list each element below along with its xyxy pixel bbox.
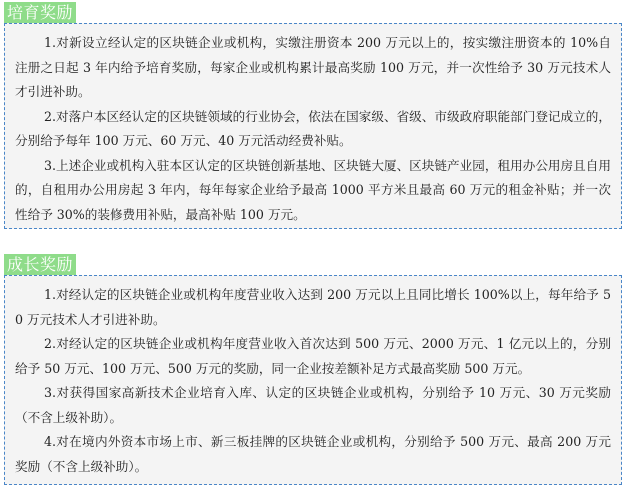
paragraph-2: 2.对经认定的区块链企业或机构年度营业收入首次达到 500 万元、2000 万元、1 亿元以上的，分别给予 50 万元、100 万元、500 万元的奖励，同一企业按差额补足方式最高奖励 500 万元。	[15, 336, 611, 376]
paragraph-1: 1.对新设立经认定的区块链企业或机构，实缴注册资本 200 万元以上的，按实缴注册资本的 10%自注册之日起 3 年内给予培育奖励，每家企业或机构累计最高奖励 100 万元，并一次性给予 30 万元技术人才引进补助。	[15, 35, 611, 99]
section-content-box	[4, 23, 622, 229]
section-growth-award	[4, 254, 622, 485]
paragraph-4: 4.对在境内外资本市场上市、新三板挂牌的区块链企业或机构，分别给予 500 万元、最高 200 万元奖励（不含上级补助）。	[15, 434, 611, 474]
paragraph-3: 3.上述企业或机构入驻本区认定的区块链创新基地、区块链大厦、区块链产业园，租用办公用房且自用的，自租用办公用房起 3 年内，每年每家企业给予最高 1000 平方米且最高 60 万元的租金补贴；并一次性给予 30%的装修费用补贴，最高补贴 100 万元。	[15, 157, 611, 222]
paragraph-1: 1.对经认定的区块链企业或机构年度营业收入达到 200 万元以上且同比增长 100%以上，每年给予 50 万元技术人才引进补助。	[15, 287, 611, 327]
paragraph-2: 2.对落户本区经认定的区块链领域的行业协会，依法在国家级、省级、市级政府职能部门登记成立的，分别给予每年 100 万元、60 万元、40 万元活动经费补贴。	[15, 108, 611, 148]
section-content-box	[4, 275, 622, 485]
section-cultivation-award	[4, 2, 622, 229]
section-heading: 培育奖励	[4, 2, 76, 23]
section-heading: 成长奖励	[4, 254, 76, 275]
paragraph-3: 3.对获得国家高新技术企业培育入库、认定的区块链企业或机构，分别给予 10 万元、30 万元奖励（不含上级补助）。	[15, 385, 611, 425]
